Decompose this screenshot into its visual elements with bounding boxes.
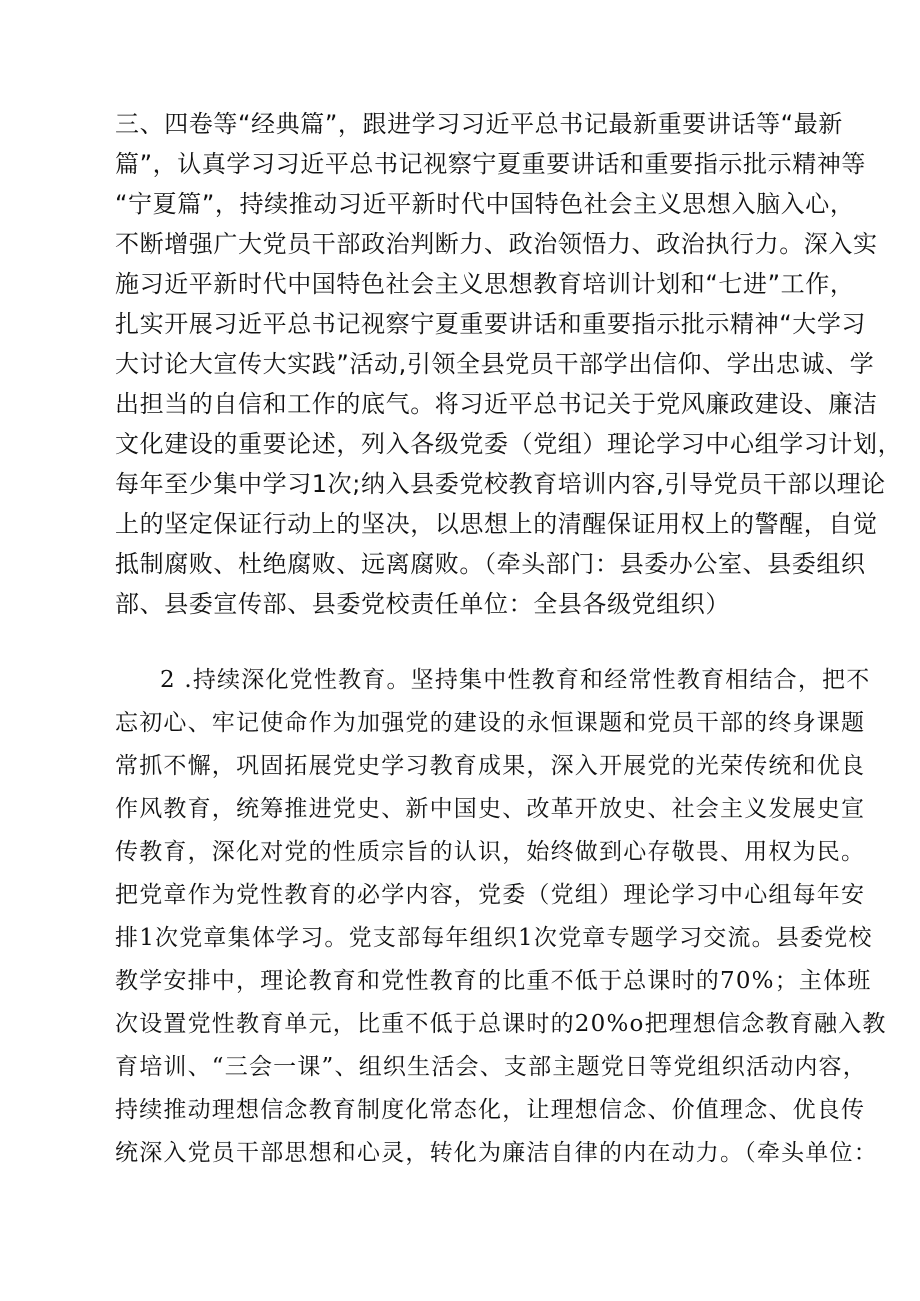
text-line: 三、四卷等“经典篇”，跟进学习习近平总书记最新重要讲话等“最新 xyxy=(115,110,843,138)
text-line: 扎实开展习近平总书记视察宁夏重要讲话和重要指示批示精神“大学习 xyxy=(115,310,867,338)
text-line: 出担当的自信和工作的底气。将习近平总书记关于党风廉政建设、廉洁 xyxy=(115,390,878,418)
text-line: 上的坚定保证行动上的坚决，以思想上的清醒保证用权上的警醒，自觉 xyxy=(115,510,878,538)
paragraph-heading-line: 2 .持续深化党性教育。坚持集中性教育和经常性教育相结合，把不 xyxy=(160,667,871,693)
text-line: 施习近平新时代中国特色社会主义思想教育培训计划和“七进”工作， xyxy=(115,270,855,298)
text-line: 统深入党员干部思想和心灵，转化为廉洁自律的内在动力。（牵头单位： xyxy=(115,1140,878,1166)
text-line: 常抓不懈，巩固拓展党史学习教育成果，深入开展党的光荣传统和优良 xyxy=(115,753,866,779)
text-line: 不断增强广大党员干部政治判断力、政治领悟力、政治执行力。深入实 xyxy=(115,230,878,258)
text-line: 排1次党章集体学习。党支部每年组织1次党章专题学习交流。县委党校 xyxy=(115,925,873,951)
text-line: “宁夏篇”，持续推动习近平新时代中国特色社会主义思想入脑入心， xyxy=(115,190,855,218)
text-line: 每年至少集中学习1次;纳入县委党校教育培训内容,引导党员干部以理论 xyxy=(115,470,886,498)
text-line: 部、县委宣传部、县委党校责任单位：全县各级党组织） xyxy=(115,590,730,618)
text-line: 文化建设的重要论述，列入各级党委（党组）理论学习中心组学习计划， xyxy=(115,430,903,458)
text-line: 传教育，深化对党的性质宗旨的认识，始终做到心存敬畏、用权为民。 xyxy=(115,839,866,865)
text-line: 把党章作为党性教育的必学内容，党委（党组）理论学习中心组每年安 xyxy=(115,882,866,908)
text-line: 育培训、“三会一课”、组织生活会、支部主题党日等党组织活动内容， xyxy=(115,1054,867,1080)
text-line: 抵制腐败、杜绝腐败、远离腐败。（牵头部门：县委办公室、县委组织 xyxy=(115,550,866,578)
text-line: 忘初心、牢记使命作为加强党的建设的永恒课题和党员干部的终身课题 xyxy=(115,710,866,736)
text-line: 大讨论大宣传大实践”活动,引领全县党员干部学出信仰、学出忠诚、学 xyxy=(115,350,875,378)
text-line: 作风教育，统筹推进党史、新中国史、改革开放史、社会主义发展史宣 xyxy=(115,796,866,822)
text-line: 篇”，认真学习习近平总书记视察宁夏重要讲话和重要指示批示精神等 xyxy=(115,150,867,178)
text-line: 次设置党性教育单元，比重不低于总课时的20%o把理想信念教育融入教 xyxy=(115,1011,887,1037)
text-line: 教学安排中，理论教育和党性教育的比重不低于总课时的70%；主体班 xyxy=(115,968,872,994)
text-line: 持续推动理想信念教育制度化常态化，让理想信念、价值理念、优良传 xyxy=(115,1097,866,1123)
